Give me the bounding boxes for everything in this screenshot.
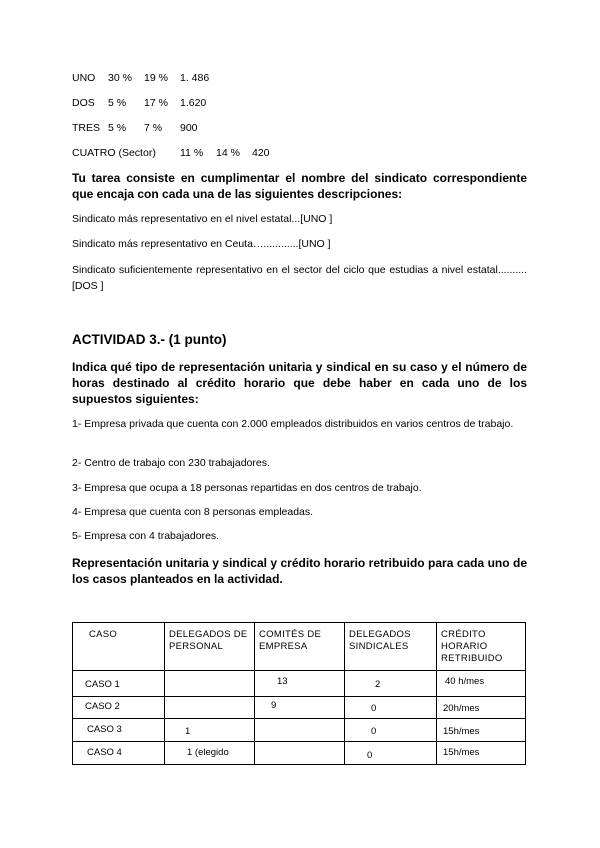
- table-cell: CASO 3: [73, 719, 165, 742]
- table-cell: [255, 719, 345, 742]
- result-value: 17 %: [144, 97, 168, 109]
- table-cell: CASO 4: [73, 742, 165, 765]
- case-item: 3- Empresa que ocupa a 18 personas repartidas en dos centros de trabajo.: [72, 482, 422, 494]
- result-row: [72, 72, 210, 84]
- table-row: [73, 697, 526, 719]
- answer-line: Sindicato suficientemente representativo en el sector del ciclo que estudias a nivel estatal.......... [DOS ]: [72, 264, 527, 292]
- union-name: DOS: [72, 97, 95, 109]
- table-cell: 13: [255, 671, 345, 697]
- result-value: 14 %: [216, 147, 240, 159]
- table-row: [73, 742, 526, 765]
- result-row: [72, 97, 207, 109]
- table-header-cell: DELEGADOS DE PERSONAL: [165, 623, 255, 671]
- table-cell: 2: [345, 671, 437, 697]
- table-row: [73, 671, 526, 697]
- table-cell: 0: [345, 742, 437, 765]
- table-cell: 15h/mes: [437, 719, 526, 742]
- result-value: 420: [252, 147, 270, 159]
- result-value: 11 %: [180, 147, 204, 159]
- result-value: 5 %: [108, 97, 127, 109]
- table-header-cell: DELEGADOS SINDICALES: [345, 623, 437, 671]
- case-item: 2- Centro de trabajo con 230 trabajadores.: [72, 457, 270, 469]
- table-header-cell: CRÉDITO HORARIO RETRIBUIDO: [437, 623, 526, 671]
- union-name: TRES: [72, 122, 101, 134]
- task-text: Tu tarea consiste en cumplimentar el nombre del sindicato correspondiente que encaja con cada una de las siguientes descripciones:: [72, 171, 527, 201]
- table-header-cell: CASO: [73, 623, 165, 671]
- table-cell: 20h/mes: [437, 697, 526, 719]
- table-cell: [165, 671, 255, 697]
- table-cell: 1: [165, 719, 255, 742]
- result-value: 19 %: [144, 72, 168, 84]
- result-value: 5 %: [108, 122, 127, 134]
- answer-line: Sindicato más representativo en el nivel estatal...[UNO ]: [72, 213, 333, 225]
- table-intro: Representación unitaria y sindical y crédito horario retribuido para cada uno de los casos planteados en la actividad.: [72, 556, 527, 586]
- table-cell: 15h/mes: [437, 742, 526, 765]
- table-cell: 40 h/mes: [437, 671, 526, 697]
- result-value: 7 %: [144, 122, 163, 134]
- table-cell: [255, 742, 345, 765]
- result-value: 30 %: [108, 72, 132, 84]
- result-row: [72, 122, 198, 134]
- result-value: 1. 486: [180, 72, 210, 84]
- table-cell: 9: [255, 697, 345, 719]
- table-cell: 1 (elegido: [165, 742, 255, 765]
- table-cell: [165, 697, 255, 719]
- activity-instruction: Indica qué tipo de representación unitaria y sindical en su caso y el número de horas destinado al crédito horario que debe haber en cada uno de los supuestos siguientes:: [72, 360, 527, 406]
- table-header-cell: COMITÉS DE EMPRESA: [255, 623, 345, 671]
- case-item: 4- Empresa que cuenta con 8 personas empleadas.: [72, 506, 314, 518]
- representation-table: [72, 622, 526, 765]
- table-row: [73, 719, 526, 742]
- case-item: 1- Empresa privada que cuenta con 2.000 empleados distribuidos en varios centros de trabajo.: [72, 418, 514, 430]
- table-cell: CASO 2: [73, 697, 165, 719]
- result-value: 900: [180, 122, 198, 134]
- table-cell: 0: [345, 719, 437, 742]
- answer-line: Sindicato más representativo en Ceuta…............[UNO ]: [72, 238, 331, 250]
- union-name: UNO: [72, 72, 96, 84]
- table-header-row: [73, 623, 526, 671]
- case-item: 5- Empresa con 4 trabajadores.: [72, 530, 220, 542]
- activity-title: ACTIVIDAD 3.- (1 punto): [72, 332, 227, 347]
- union-name: CUATRO (Sector): [72, 147, 156, 159]
- table-cell: 0: [345, 697, 437, 719]
- table-cell: CASO 1: [73, 671, 165, 697]
- result-value: 1.620: [180, 97, 207, 109]
- result-row: [72, 147, 270, 159]
